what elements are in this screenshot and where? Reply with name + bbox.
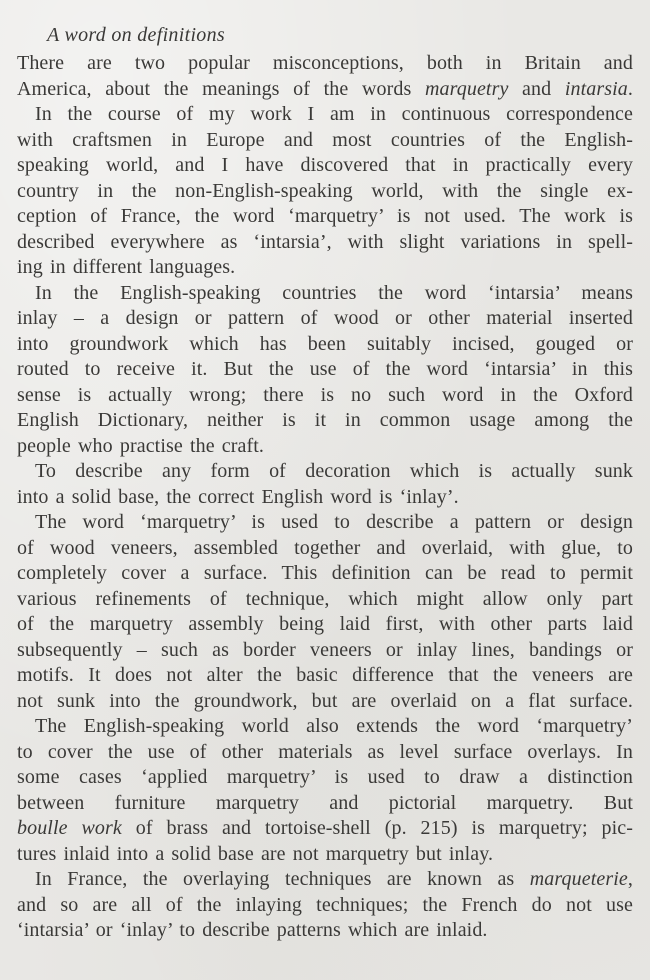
text-line: of wood veneers, assembled together and overlaid, with glue, to — [17, 536, 633, 559]
text-line: ception of France, the word ‘marquetry’ is not used. The work is — [17, 205, 633, 227]
text-line: The word ‘marquetry’ is used to describe a pattern or design — [35, 511, 633, 533]
text-line: inlay – a design or pattern of wood or other material inserted — [17, 307, 633, 329]
italic-term: intarsia — [564, 77, 628, 100]
text-line: not sunk into the groundwork, but are overlaid on a flat surface. — [17, 689, 633, 712]
text-line: There are two popular misconceptions, both in Britain and — [17, 52, 633, 74]
text-line: of the marquetry assembly being laid first, with other parts laid — [17, 613, 633, 635]
text-line: sense is actually wrong; there is no such word in the Oxford — [17, 383, 633, 406]
paragraph — [17, 459, 633, 510]
italic-term: boulle work — [17, 817, 122, 839]
section-heading: A word on definitions — [47, 24, 225, 46]
text-line: completely cover a surface. This definition can be read to permit — [17, 562, 633, 584]
text-line: described everywhere as ‘intarsia’, with slight variations in spell- — [17, 230, 633, 253]
text-line: The English-speaking world also extends the word ‘marquetry’ — [35, 715, 633, 737]
body-text — [17, 51, 633, 944]
text-line: speaking world, and I have discovered that in practically every — [17, 154, 633, 176]
text-line: into a solid base, the correct English word is ‘inlay’. — [17, 485, 459, 508]
text-line: ‘intarsia’ or ‘inlay’ to describe patterns which are inlaid. — [17, 919, 488, 941]
text-line: and so are all of the inlaying techniques; the French do not use — [17, 893, 633, 916]
text-line: between furniture marquetry and pictorial marquetry. But — [17, 791, 633, 814]
italic-term: marquetry — [424, 77, 509, 100]
paragraph — [17, 281, 633, 460]
text-line: In the course of my work I am in continuous correspondence — [35, 103, 633, 125]
text-line: In the English-speaking countries the word ‘intarsia’ means — [35, 281, 633, 304]
text-line: tures inlaid into a solid base are not marquetry but inlay. — [17, 842, 494, 865]
text-line: English Dictionary, neither is it in common usage among the — [17, 409, 633, 431]
paragraph — [17, 867, 633, 944]
text-line: with craftsmen in Europe and most countries of the English- — [17, 128, 633, 151]
text-line: some cases ‘applied marquetry’ is used to draw a distinction — [17, 766, 633, 788]
text-line: boulle work of brass and tortoise-shell (p. 215) is marquetry; pic- — [17, 817, 633, 839]
text-line: subsequently – such as border veneers or inlay lines, bandings or — [17, 638, 633, 661]
text-line: various refinements of technique, which might allow only part — [17, 587, 633, 610]
text-line: motifs. It does not alter the basic difference that the veneers are — [17, 664, 633, 686]
text-line: to cover the use of other materials as level surface overlays. In — [17, 740, 633, 763]
paragraph — [17, 51, 633, 102]
text-line: routed to receive it. But the use of the word ‘intarsia’ in this — [17, 358, 633, 380]
text-line: country in the non-English-speaking world, with the single ex- — [17, 179, 633, 202]
paragraph — [17, 510, 633, 714]
text-line: America, about the meanings of the words marquetry and intarsia. — [17, 77, 633, 100]
text-line: ing in different languages. — [17, 256, 236, 278]
italic-term: marqueterie — [529, 868, 628, 890]
paragraph — [17, 714, 633, 867]
text-line: people who practise the craft. — [17, 434, 265, 457]
text-line: To describe any form of decoration which is actually sunk — [35, 460, 633, 482]
text-line: into groundwork which has been suitably incised, gouged or — [17, 332, 633, 355]
text-line: In France, the overlaying techniques are known as marqueterie, — [35, 868, 633, 890]
paragraph — [17, 102, 633, 281]
